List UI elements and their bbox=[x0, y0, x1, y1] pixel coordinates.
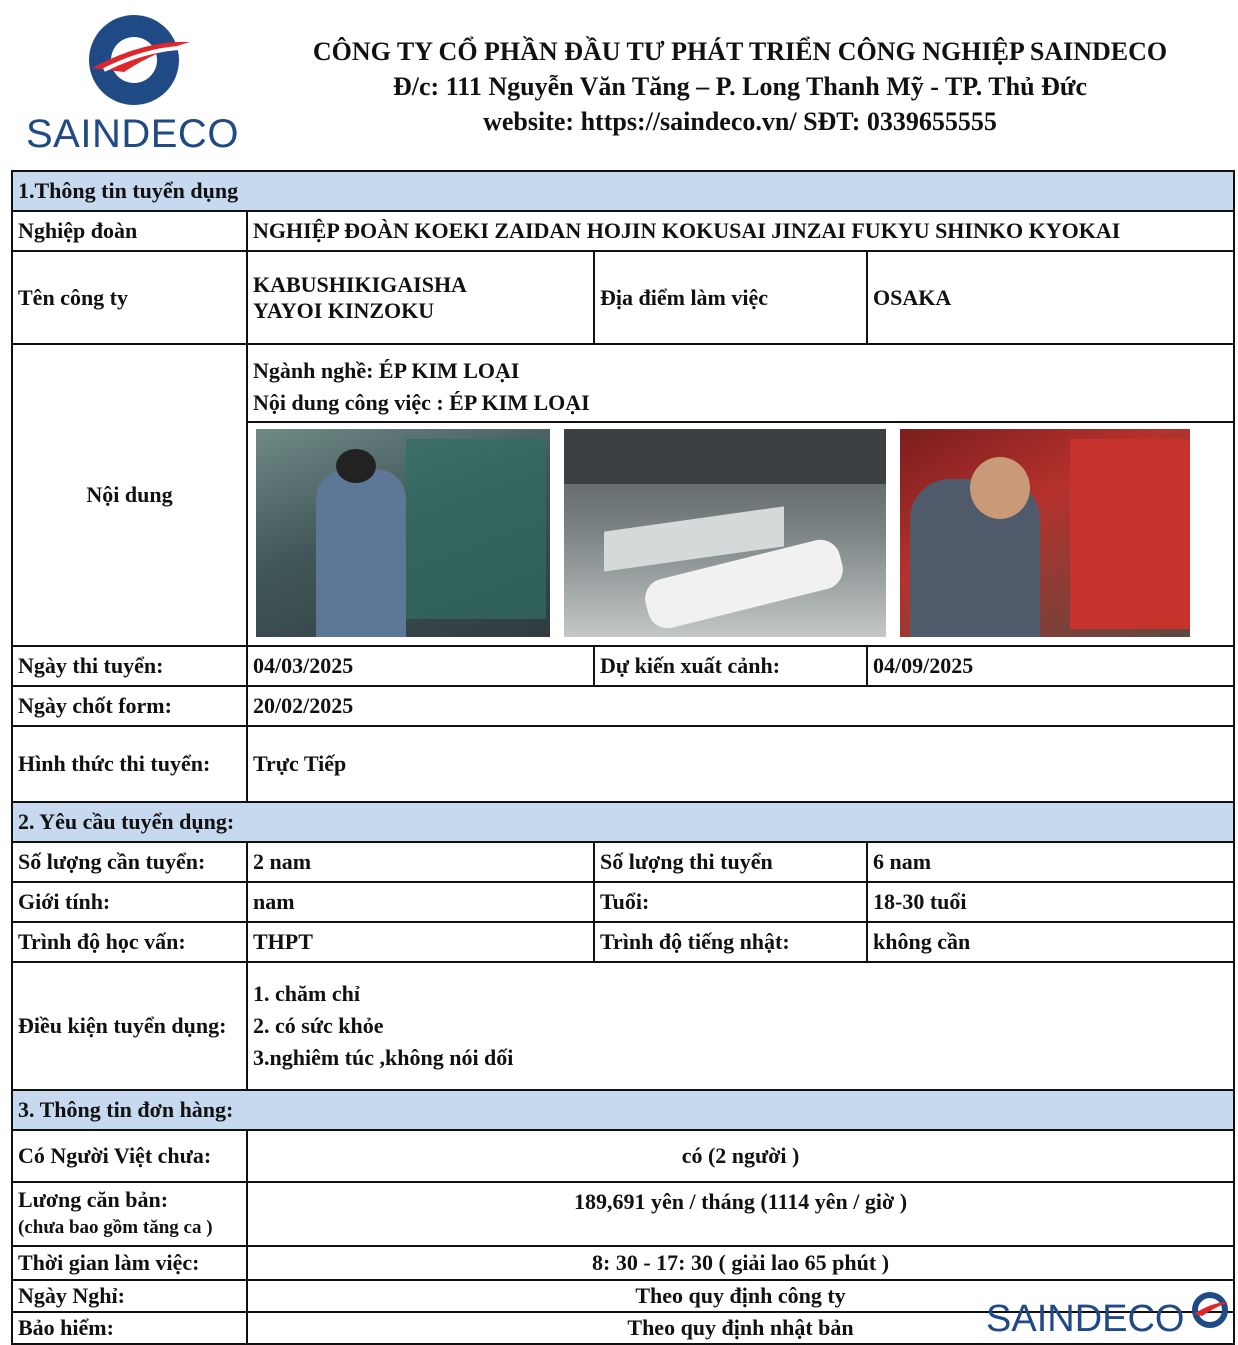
company-header bbox=[260, 34, 1220, 139]
condition-item: 3.nghiêm túc ,không nói dối bbox=[253, 1045, 514, 1070]
footer-logo-text: SAINDECO bbox=[986, 1298, 1185, 1340]
age-value: 18-30 tuổi bbox=[867, 882, 1234, 922]
departure-value: 04/09/2025 bbox=[867, 646, 1234, 686]
company-value-line-2: YAYOI KINZOKU bbox=[253, 297, 435, 323]
company-value bbox=[247, 251, 594, 344]
job-text: Nội dung công việc : ÉP KIM LOẠI bbox=[253, 390, 590, 415]
content-label: Nội dung bbox=[12, 344, 247, 646]
section-title-1: 1.Thông tin tuyển dụng bbox=[12, 171, 1234, 211]
dayoff-value: Theo quy định công ty bbox=[247, 1280, 1234, 1312]
company-address: Đ/c: 111 Nguyễn Văn Tăng – P. Long Thanh Mỹ - TP. Thủ Đức bbox=[393, 72, 1087, 101]
footer-logo-emblem-icon bbox=[1192, 1292, 1228, 1328]
worker-machine-photo bbox=[900, 429, 1190, 637]
work-photos bbox=[248, 423, 1233, 645]
company-contact: website: https://saindeco.vn/ SĐT: 0339655555 bbox=[483, 107, 997, 136]
form-close-label: Ngày chốt form: bbox=[12, 686, 247, 726]
section-title-2: 2. Yêu cầu tuyển dụng: bbox=[12, 802, 1234, 842]
footer-logo bbox=[986, 1298, 1184, 1341]
hours-label: Thời gian làm việc: bbox=[12, 1246, 247, 1280]
company-logo bbox=[22, 12, 242, 162]
industry-text: Ngành nghề: ÉP KIM LOẠI bbox=[253, 358, 520, 383]
departure-label: Dự kiến xuất cảnh: bbox=[594, 646, 867, 686]
section-title-3: 3. Thông tin đơn hàng: bbox=[12, 1090, 1234, 1130]
recruitment-table bbox=[11, 170, 1235, 1345]
company-name: CÔNG TY CỔ PHẦN ĐẦU TƯ PHÁT TRIỂN CÔNG NGHIỆP SAINDECO bbox=[312, 37, 1168, 66]
content-cell bbox=[247, 344, 1234, 646]
salary-label-cell bbox=[12, 1182, 247, 1246]
gender-value: nam bbox=[247, 882, 594, 922]
union-value: NGHIỆP ĐOÀN KOEKI ZAIDAN HOJIN KOKUSAI JINZAI FUKYU SHINKO KYOKAI bbox=[247, 211, 1234, 251]
salary-value: 189,691 yên / tháng (1114 yên / giờ ) bbox=[247, 1182, 1234, 1246]
logo-text: SAINDECO bbox=[26, 112, 239, 156]
age-label: Tuổi: bbox=[594, 882, 867, 922]
conditions-label: Điều kiện tuyển dụng: bbox=[12, 962, 247, 1090]
hours-value: 8: 30 - 17: 30 ( giải lao 65 phút ) bbox=[247, 1246, 1234, 1280]
exam-type-label: Hình thức thi tuyển: bbox=[12, 726, 247, 802]
form-close-value: 20/02/2025 bbox=[247, 686, 1234, 726]
logo-emblem-icon bbox=[84, 12, 194, 112]
company-value-line-1: KABUSHIKIGAISHA bbox=[253, 271, 467, 297]
condition-item: 1. chăm chỉ bbox=[253, 981, 360, 1006]
exam-qty-value: 6 nam bbox=[867, 842, 1234, 882]
gender-label: Giới tính: bbox=[12, 882, 247, 922]
education-label: Trình độ học vấn: bbox=[12, 922, 247, 962]
japanese-level-value: không cần bbox=[867, 922, 1234, 962]
exam-date-label: Ngày thi tuyển: bbox=[12, 646, 247, 686]
salary-label: Lương căn bản: bbox=[18, 1187, 169, 1212]
need-label: Số lượng cần tuyển: bbox=[12, 842, 247, 882]
insurance-value: Theo quy định nhật bản bbox=[247, 1312, 1234, 1344]
condition-item: 2. có sức khỏe bbox=[253, 1013, 384, 1038]
vietnamese-value: có (2 người ) bbox=[247, 1130, 1234, 1182]
education-value: THPT bbox=[247, 922, 594, 962]
exam-type-value: Trực Tiếp bbox=[247, 726, 1234, 802]
location-label: Địa điểm làm việc bbox=[594, 251, 867, 344]
insurance-label: Bảo hiểm: bbox=[12, 1312, 247, 1344]
vietnamese-label: Có Người Việt chưa: bbox=[12, 1130, 247, 1182]
exam-date-value: 04/03/2025 bbox=[247, 646, 594, 686]
japanese-level-label: Trình độ tiếng nhật: bbox=[594, 922, 867, 962]
salary-note: (chưa bao gồm tăng ca ) bbox=[18, 1217, 213, 1238]
conditions-list bbox=[247, 962, 1234, 1090]
location-value: OSAKA bbox=[867, 251, 1234, 344]
company-label: Tên công ty bbox=[12, 251, 247, 344]
dayoff-label: Ngày Nghỉ: bbox=[12, 1280, 247, 1312]
union-label: Nghiệp đoàn bbox=[12, 211, 247, 251]
exam-qty-label: Số lượng thi tuyển bbox=[594, 842, 867, 882]
worker-press-photo bbox=[256, 429, 550, 637]
metal-bending-photo bbox=[564, 429, 886, 637]
need-value: 2 nam bbox=[247, 842, 594, 882]
